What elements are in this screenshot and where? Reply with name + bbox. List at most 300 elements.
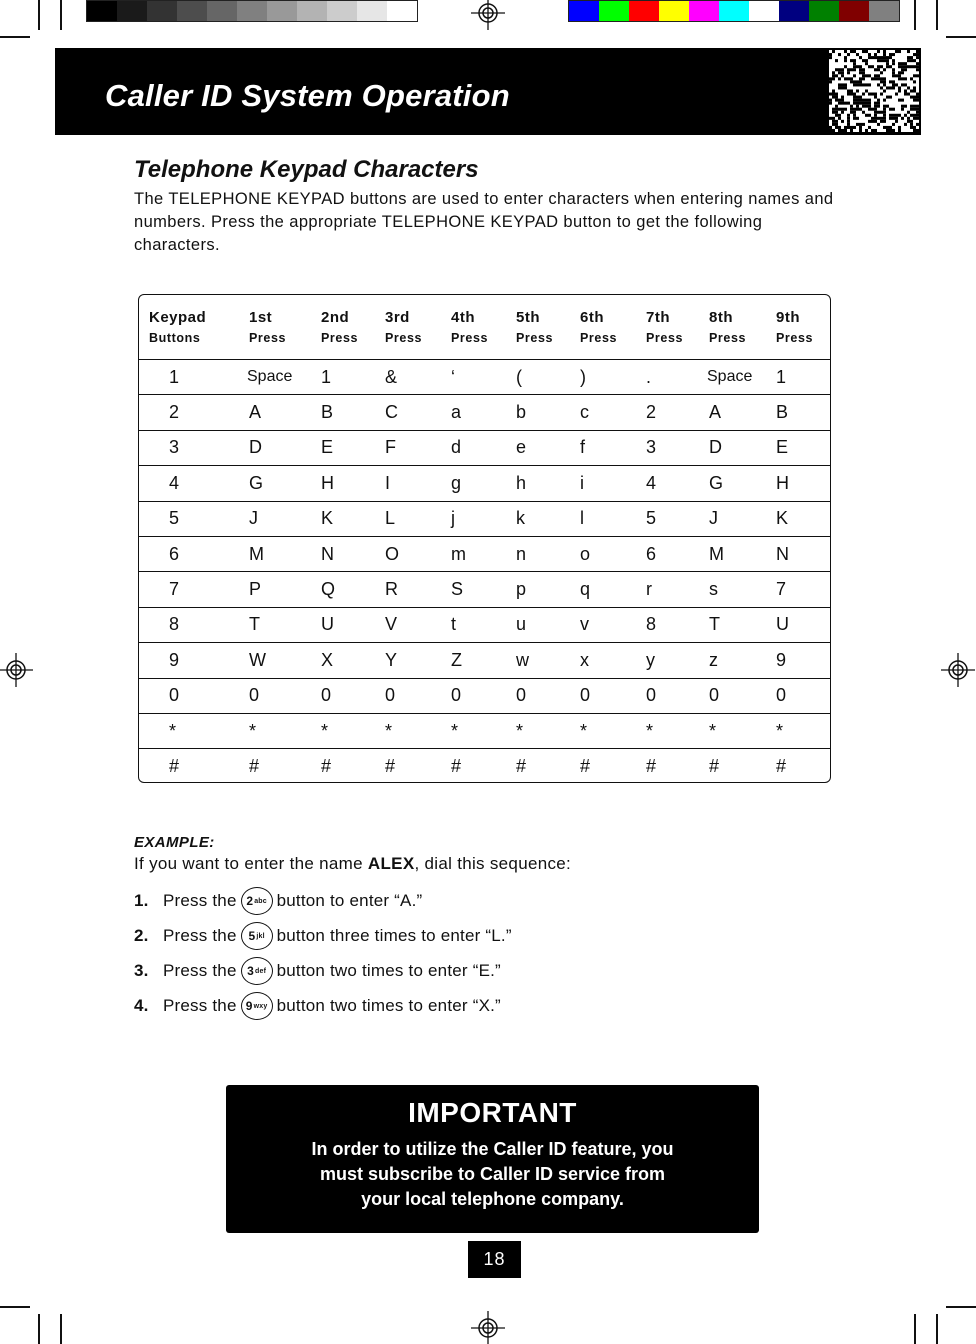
crop-mark [946, 1306, 976, 1308]
table-cell [249, 572, 261, 606]
header-bottom: Buttons [149, 331, 201, 345]
table-cell [249, 466, 263, 500]
step-number: 4. [134, 996, 149, 1015]
cell-text: * [580, 720, 588, 741]
header-top: 7th [646, 309, 670, 326]
crop-mark [914, 0, 916, 30]
table-cell [580, 643, 589, 677]
key-letters: wxy [253, 1002, 268, 1010]
example-step [134, 887, 422, 915]
table-cell [646, 572, 652, 606]
table-cell [385, 679, 395, 713]
cell-text: C [385, 402, 398, 423]
crop-mark [914, 1314, 916, 1344]
cell-text: 3 [646, 437, 657, 458]
cell-text: M [709, 543, 724, 564]
cell-text: # [580, 756, 591, 777]
table-cell [516, 360, 522, 394]
table-cell [776, 608, 789, 642]
cell-text: t [451, 614, 457, 635]
cell-text: 4 [646, 472, 657, 493]
color-swatch-bar [568, 0, 900, 22]
table-cell [516, 572, 526, 606]
color-swatch [147, 1, 177, 21]
header-bottom: Press [249, 331, 287, 345]
cell-text: 5 [646, 508, 657, 529]
table-cell [169, 572, 179, 606]
cell-text: 1 [169, 366, 180, 387]
cell-text: H [776, 472, 789, 493]
table-header-cell [385, 295, 422, 359]
table-cell [709, 679, 719, 713]
table-cell [776, 466, 789, 500]
table-cell [451, 360, 455, 394]
table-header-cell [451, 295, 488, 359]
table-cell [249, 643, 266, 677]
color-swatch [297, 1, 327, 21]
example-step [134, 957, 501, 985]
table-cell [580, 395, 589, 429]
cell-text: 1 [321, 366, 332, 387]
table-cell [646, 714, 653, 748]
important-text [226, 1137, 759, 1212]
cell-text: # [776, 756, 787, 777]
cell-text: 3 [169, 437, 180, 458]
page-number: 18 [468, 1241, 521, 1278]
cell-text: # [516, 756, 527, 777]
cell-text: 7 [169, 579, 180, 600]
cell-text: p [516, 579, 527, 600]
table-cell [451, 572, 463, 606]
table-cell [451, 643, 462, 677]
cell-text: V [385, 614, 398, 635]
table-cell [776, 572, 786, 606]
table-cell [249, 502, 258, 536]
table-cell [776, 679, 786, 713]
cell-text: E [776, 437, 789, 458]
table-cell [580, 749, 590, 783]
header-top: 9th [776, 309, 800, 326]
crop-mark [60, 1314, 62, 1344]
cell-text: 6 [169, 543, 180, 564]
table-cell [249, 608, 260, 642]
color-swatch [117, 1, 147, 21]
cell-text: 7 [776, 579, 787, 600]
important-title: IMPORTANT [408, 1097, 577, 1128]
table-cell [580, 537, 590, 571]
cell-text: S [451, 579, 464, 600]
color-swatch [629, 1, 659, 21]
table-cell [516, 749, 526, 783]
crop-mark [936, 0, 938, 30]
table-cell [580, 502, 584, 536]
key-digit: 3 [247, 964, 254, 978]
cell-text: r [646, 579, 652, 600]
crop-mark [0, 1306, 30, 1308]
cell-text: E [321, 437, 334, 458]
table-cell [169, 714, 176, 748]
cell-text: 0 [249, 685, 260, 706]
table-row [139, 678, 830, 713]
cell-text: 9 [169, 649, 180, 670]
important-line: In order to utilize the Caller ID feature, you [311, 1139, 674, 1159]
cell-text: 8 [169, 614, 180, 635]
cell-text: I [385, 472, 391, 493]
cell-text: H [321, 472, 334, 493]
cell-text: x [580, 649, 589, 670]
table-header-cell [516, 295, 553, 359]
color-swatch [839, 1, 869, 21]
cell-text: 0 [646, 685, 657, 706]
header-bottom: Press [776, 331, 814, 345]
cell-text: * [169, 720, 177, 741]
crop-mark [60, 0, 62, 30]
table-cell [451, 537, 466, 571]
crop-mark [38, 0, 40, 30]
cell-text: ( [516, 366, 522, 387]
table-row [139, 501, 830, 536]
page-header-title: Caller ID System Operation [105, 78, 510, 113]
table-cell [776, 749, 786, 783]
cell-text: * [516, 720, 524, 741]
table-cell [516, 466, 526, 500]
table-cell [709, 466, 723, 500]
cell-text: 1 [776, 366, 787, 387]
table-cell [385, 572, 398, 606]
table-cell [709, 608, 720, 642]
cell-text: 4 [169, 472, 180, 493]
cell-text: 0 [580, 685, 591, 706]
table-cell [451, 466, 461, 500]
table-cell [169, 502, 179, 536]
table-cell [321, 572, 335, 606]
cell-text: 0 [385, 685, 396, 706]
table-header-cell [149, 295, 206, 359]
table-cell [249, 714, 256, 748]
important-line: your local telephone company. [361, 1189, 624, 1209]
registration-mark-icon [941, 653, 975, 687]
table-cell [646, 608, 656, 642]
section-title: Telephone Keypad Characters [134, 156, 479, 183]
table-cell [516, 714, 523, 748]
header-top: 4th [451, 309, 475, 326]
cell-text: w [516, 649, 529, 670]
cell-text: T [249, 614, 260, 635]
table-cell [580, 466, 584, 500]
table-cell [709, 537, 724, 571]
cell-text: z [709, 649, 718, 670]
step-text-after: button two times to enter “E.” [276, 961, 501, 980]
cell-text: U [776, 614, 789, 635]
color-swatch [659, 1, 689, 21]
table-cell [321, 360, 331, 394]
cell-text: 0 [516, 685, 527, 706]
table-cell [709, 749, 719, 783]
cell-text: G [249, 472, 264, 493]
color-swatch [869, 1, 899, 21]
table-cell [709, 643, 718, 677]
table-cell [451, 679, 461, 713]
cell-text: 2 [646, 402, 657, 423]
header-top: 5th [516, 309, 540, 326]
color-swatch [357, 1, 387, 21]
cell-text: W [249, 649, 266, 670]
table-cell [169, 679, 179, 713]
cell-text: O [385, 543, 400, 564]
cell-text: * [709, 720, 717, 741]
step-number: 3. [134, 961, 149, 980]
cell-text: ) [580, 366, 586, 387]
table-cell [646, 679, 656, 713]
table-cell [385, 749, 395, 783]
header-bottom: Press [580, 331, 618, 345]
table-cell [646, 749, 656, 783]
cell-text: J [249, 508, 258, 529]
color-swatch [779, 1, 809, 21]
table-cell [646, 360, 651, 394]
barcode-icon [829, 50, 919, 132]
table-cell [451, 395, 461, 429]
important-line: must subscribe to Caller ID service from [319, 1164, 666, 1184]
cell-text: * [249, 720, 257, 741]
step-text-before: Press the [163, 891, 237, 910]
cell-text: k [516, 508, 525, 529]
cell-text: h [516, 472, 527, 493]
header-bottom: Press [646, 331, 684, 345]
table-cell [516, 431, 526, 465]
header-top: 6th [580, 309, 604, 326]
table-cell [321, 537, 334, 571]
color-swatch [689, 1, 719, 21]
keypad-key-icon [241, 922, 273, 950]
table-cell [646, 431, 656, 465]
color-swatch [387, 1, 417, 21]
key-digit: 2 [246, 894, 254, 908]
table-row [139, 430, 830, 465]
registration-mark-icon [0, 653, 33, 687]
table-row [139, 642, 830, 677]
table-cell [451, 714, 458, 748]
table-cell [516, 643, 529, 677]
cell-text: j [451, 508, 455, 529]
color-swatch [267, 1, 297, 21]
table-cell [646, 502, 656, 536]
header-bottom: Press [516, 331, 554, 345]
table-cell [321, 431, 333, 465]
cell-text: e [516, 437, 527, 458]
cell-text: * [646, 720, 654, 741]
key-letters: jkl [256, 932, 265, 940]
table-cell [169, 608, 179, 642]
table-cell [249, 537, 264, 571]
table-header-cell [646, 295, 683, 359]
cell-text: L [385, 508, 396, 529]
table-cell [169, 395, 179, 429]
table-cell [385, 714, 392, 748]
cell-text: Y [385, 649, 398, 670]
table-cell [646, 537, 656, 571]
crop-mark [936, 1314, 938, 1344]
cell-text: n [516, 543, 527, 564]
cell-text: # [646, 756, 657, 777]
cell-text: 0 [321, 685, 332, 706]
crop-mark [946, 36, 976, 38]
cell-text: v [580, 614, 589, 635]
header-banner [55, 48, 921, 135]
step-text-after: button three times to enter “L.” [276, 926, 512, 945]
table-cell [580, 572, 590, 606]
cell-text: B [776, 402, 789, 423]
table-row [139, 536, 830, 571]
grayscale-swatch-bar [86, 0, 418, 22]
color-swatch [87, 1, 117, 21]
table-cell [776, 537, 789, 571]
table-cell [709, 572, 718, 606]
step-text-before: Press the [163, 926, 237, 945]
example-intro [134, 854, 571, 874]
table-cell [709, 395, 721, 429]
keypad-key-icon [241, 887, 273, 915]
color-swatch [719, 1, 749, 21]
keypad-key-icon [241, 992, 273, 1020]
color-swatch [599, 1, 629, 21]
keypad-characters-table [138, 294, 831, 783]
cell-text: Space [247, 368, 293, 386]
cell-text: K [776, 508, 789, 529]
table-cell [580, 608, 589, 642]
table-cell [321, 749, 331, 783]
table-cell [249, 749, 259, 783]
cell-text: * [451, 720, 459, 741]
table-cell [169, 466, 179, 500]
example-step [134, 922, 512, 950]
table-cell [169, 749, 179, 783]
cell-text: X [321, 649, 334, 670]
table-cell [321, 679, 331, 713]
cell-text: o [580, 543, 591, 564]
key-letters: abc [254, 897, 267, 905]
header-top: Keypad [149, 309, 207, 326]
cell-text: * [776, 720, 784, 741]
step-text-before: Press the [163, 961, 237, 980]
crop-mark [38, 1314, 40, 1344]
crop-mark [0, 36, 30, 38]
table-header-cell [249, 295, 286, 359]
cell-text: 5 [169, 508, 180, 529]
table-row [139, 359, 830, 394]
cell-text: 0 [451, 685, 462, 706]
cell-text: # [321, 756, 332, 777]
table-cell [169, 360, 179, 394]
cell-text: M [249, 543, 264, 564]
color-swatch [749, 1, 779, 21]
cell-text: u [516, 614, 527, 635]
table-cell [580, 714, 587, 748]
cell-text: # [169, 756, 180, 777]
table-header-row [139, 295, 830, 359]
cell-text: # [709, 756, 720, 777]
table-cell [707, 360, 752, 394]
header-top: 1st [249, 309, 273, 326]
cell-text: A [709, 402, 722, 423]
cell-text: 9 [776, 649, 787, 670]
table-cell [516, 502, 525, 536]
header-top: 3rd [385, 309, 410, 326]
step-text-after: button two times to enter “X.” [276, 996, 501, 1015]
cell-text: d [451, 437, 462, 458]
table-cell [451, 431, 461, 465]
cell-text: i [580, 472, 584, 493]
cell-text: 6 [646, 543, 657, 564]
table-cell [516, 537, 526, 571]
cell-text: 0 [776, 685, 787, 706]
table-cell [385, 360, 397, 394]
cell-text: & [385, 366, 398, 387]
cell-text: Q [321, 579, 336, 600]
cell-text: D [709, 437, 722, 458]
cell-text: B [321, 402, 334, 423]
color-swatch [177, 1, 207, 21]
table-cell [169, 431, 179, 465]
cell-text: l [580, 508, 584, 529]
table-cell [169, 537, 179, 571]
registration-mark-icon [471, 1311, 505, 1344]
cell-text: K [321, 508, 334, 529]
table-cell [516, 608, 526, 642]
example-step [134, 992, 501, 1020]
table-row [139, 713, 830, 748]
table-cell [709, 714, 716, 748]
cell-text: m [451, 543, 466, 564]
header-bottom: Press [451, 331, 489, 345]
table-row [139, 571, 830, 606]
table-row [139, 465, 830, 500]
example-label: EXAMPLE: [134, 834, 215, 851]
cell-text: R [385, 579, 398, 600]
color-swatch [207, 1, 237, 21]
cell-text: 2 [169, 402, 180, 423]
table-row [139, 394, 830, 429]
table-row [139, 748, 830, 783]
header-bottom: Press [385, 331, 423, 345]
step-number: 2. [134, 926, 149, 945]
cell-text: F [385, 437, 396, 458]
cell-text: s [709, 579, 718, 600]
table-cell [776, 431, 788, 465]
header-top: 8th [709, 309, 733, 326]
cell-text: T [709, 614, 720, 635]
table-cell [321, 395, 333, 429]
header-bottom: Press [321, 331, 359, 345]
table-cell [385, 537, 399, 571]
color-swatch [809, 1, 839, 21]
table-cell [321, 608, 334, 642]
cell-text: f [580, 437, 586, 458]
cell-text: c [580, 402, 589, 423]
cell-text: * [385, 720, 393, 741]
table-cell [321, 502, 333, 536]
table-cell [776, 714, 783, 748]
table-cell [385, 431, 396, 465]
important-notice [226, 1085, 759, 1233]
cell-text: 0 [709, 685, 720, 706]
color-swatch [327, 1, 357, 21]
key-digit: 5 [248, 929, 256, 943]
table-cell [321, 714, 328, 748]
cell-text: G [709, 472, 724, 493]
cell-text: ‘ [451, 366, 455, 387]
table-cell [169, 643, 179, 677]
